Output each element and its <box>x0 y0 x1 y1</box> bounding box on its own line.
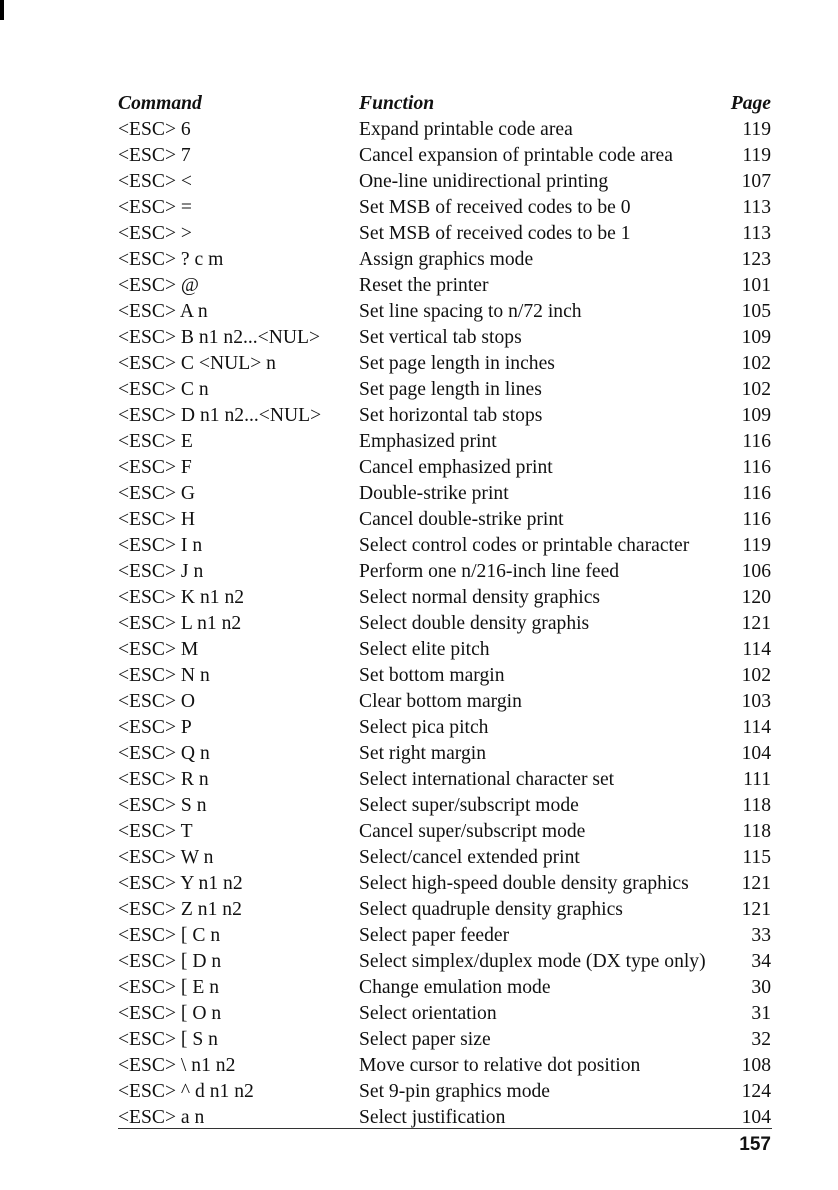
page-cell: 103 <box>741 691 771 712</box>
function-cell: Select quadruple density graphics <box>359 899 623 920</box>
page-cell: 116 <box>742 431 771 452</box>
function-cell: Perform one n/216-inch line feed <box>359 561 620 582</box>
page-cell: 111 <box>743 769 771 790</box>
header-function: Function <box>359 93 435 114</box>
table-row <box>118 507 771 533</box>
command-cell: <ESC> G <box>118 483 196 504</box>
function-cell: One-line unidirectional printing <box>359 171 609 192</box>
table-row <box>118 351 771 377</box>
function-cell: Set horizontal tab stops <box>359 405 543 426</box>
table-row <box>118 923 771 949</box>
function-cell: Double-strike print <box>359 483 509 504</box>
page-cell: 106 <box>741 561 771 582</box>
page-cell: 113 <box>742 223 771 244</box>
function-cell: Set MSB of received codes to be 0 <box>359 197 631 218</box>
page-cell: 123 <box>741 249 771 270</box>
command-cell: <ESC> = <box>118 197 192 218</box>
function-cell: Cancel emphasized print <box>359 457 553 478</box>
command-cell: <ESC> O <box>118 691 196 712</box>
page-cell: 116 <box>742 483 771 504</box>
command-cell: <ESC> S n <box>118 795 207 816</box>
function-cell: Set line spacing to n/72 inch <box>359 301 582 322</box>
page-cell: 107 <box>741 171 771 192</box>
table-row <box>118 559 771 585</box>
page-cell: 116 <box>742 509 771 530</box>
table-row <box>118 221 771 247</box>
table-row <box>118 793 771 819</box>
page-cell: 119 <box>742 145 771 166</box>
table-row <box>118 117 771 143</box>
function-cell: Set bottom margin <box>359 665 505 686</box>
page-cell: 115 <box>742 847 771 868</box>
table-row <box>118 767 771 793</box>
function-cell: Select simplex/duplex mode (DX type only) <box>359 951 706 972</box>
command-cell: <ESC> > <box>118 223 192 244</box>
command-cell: <ESC> < <box>118 171 192 192</box>
table-row <box>118 273 771 299</box>
table-row <box>118 455 771 481</box>
page-cell: 102 <box>741 379 771 400</box>
page-cell: 102 <box>741 665 771 686</box>
page-cell: 114 <box>742 639 771 660</box>
header-page: Page <box>730 93 771 114</box>
table-row <box>118 533 771 559</box>
function-cell: Set vertical tab stops <box>359 327 522 348</box>
page-cell: 119 <box>742 535 771 556</box>
function-cell: Select double density graphis <box>359 613 590 634</box>
table-row <box>118 585 771 611</box>
table-row <box>118 377 771 403</box>
command-cell: <ESC> H <box>118 509 196 530</box>
function-cell: Reset the printer <box>359 275 489 296</box>
page-cell: 101 <box>741 275 771 296</box>
table-row <box>118 663 771 689</box>
function-cell: Set page length in lines <box>359 379 542 400</box>
page-cell: 118 <box>742 795 771 816</box>
page-cell: 120 <box>741 587 771 608</box>
table-row <box>118 403 771 429</box>
function-cell: Select paper feeder <box>359 925 510 946</box>
page-cell: 116 <box>742 457 771 478</box>
command-cell: <ESC> ? c m <box>118 249 224 270</box>
function-cell: Set right margin <box>359 743 486 764</box>
function-cell: Set 9-pin graphics mode <box>359 1081 551 1102</box>
command-cell: <ESC> E <box>118 431 193 452</box>
page-number: 157 <box>739 1134 771 1155</box>
command-cell: <ESC> K n1 n2 <box>118 587 245 608</box>
function-cell: Select super/subscript mode <box>359 795 579 816</box>
command-cell: <ESC> [ O n <box>118 1003 222 1024</box>
function-cell: Cancel expansion of printable code area <box>359 145 673 166</box>
table-body <box>118 117 771 1131</box>
command-cell: <ESC> a n <box>118 1107 205 1128</box>
function-cell: Select normal density graphics <box>359 587 601 608</box>
command-cell: <ESC> Y n1 n2 <box>118 873 243 894</box>
header-command: Command <box>118 93 202 114</box>
page-cell: 108 <box>741 1055 771 1076</box>
page-cell: 30 <box>751 977 771 998</box>
page-cell: 102 <box>741 353 771 374</box>
page-cell: 118 <box>742 821 771 842</box>
command-cell: <ESC> L n1 n2 <box>118 613 242 634</box>
command-cell: <ESC> Q n <box>118 743 210 764</box>
page-cell: 104 <box>741 1107 771 1128</box>
table-row <box>118 949 771 975</box>
function-cell: Select pica pitch <box>359 717 489 738</box>
command-cell: <ESC> @ <box>118 275 199 296</box>
table-row <box>118 481 771 507</box>
table-row <box>118 299 771 325</box>
table-row <box>118 1079 771 1105</box>
footer-rule <box>118 1128 772 1129</box>
page-cell: 32 <box>751 1029 771 1050</box>
page-cell: 124 <box>741 1081 771 1102</box>
command-cell: <ESC> B n1 n2...<NUL> <box>118 327 321 348</box>
table-row <box>118 1027 771 1053</box>
function-cell: Select/cancel extended print <box>359 847 580 868</box>
command-cell: <ESC> M <box>118 639 199 660</box>
command-cell: <ESC> J n <box>118 561 204 582</box>
table-row <box>118 1001 771 1027</box>
command-cell: <ESC> C <NUL> n <box>118 353 276 374</box>
page-cell: 121 <box>741 899 771 920</box>
command-cell: <ESC> [ D n <box>118 951 222 972</box>
function-cell: Select international character set <box>359 769 615 790</box>
function-cell: Select elite pitch <box>359 639 490 660</box>
page-cell: 33 <box>751 925 771 946</box>
command-cell: <ESC> [ E n <box>118 977 220 998</box>
table-row <box>118 897 771 923</box>
page-cell: 105 <box>741 301 771 322</box>
command-cell: <ESC> R n <box>118 769 209 790</box>
command-cell: <ESC> \ n1 n2 <box>118 1055 236 1076</box>
command-cell: <ESC> [ C n <box>118 925 221 946</box>
table-row <box>118 195 771 221</box>
table-row <box>118 143 771 169</box>
function-cell: Select paper size <box>359 1029 491 1050</box>
function-cell: Change emulation mode <box>359 977 551 998</box>
page-cell: 121 <box>741 613 771 634</box>
command-cell: <ESC> 6 <box>118 119 191 140</box>
table-row <box>118 637 771 663</box>
function-cell: Emphasized print <box>359 431 497 452</box>
command-cell: <ESC> 7 <box>118 145 191 166</box>
page-cell: 34 <box>751 951 771 972</box>
command-cell: <ESC> A n <box>118 301 208 322</box>
page-cell: 113 <box>742 197 771 218</box>
command-cell: <ESC> D n1 n2...<NUL> <box>118 405 322 426</box>
table-row <box>118 871 771 897</box>
function-cell: Move cursor to relative dot position <box>359 1055 641 1076</box>
table-row <box>118 819 771 845</box>
command-table <box>118 91 771 1131</box>
table-row <box>118 325 771 351</box>
command-cell: <ESC> W n <box>118 847 214 868</box>
command-cell: <ESC> ^ d n1 n2 <box>118 1081 254 1102</box>
page-cell: 119 <box>742 119 771 140</box>
command-cell: <ESC> Z n1 n2 <box>118 899 242 920</box>
table-row <box>118 169 771 195</box>
function-cell: Cancel double-strike print <box>359 509 564 530</box>
function-cell: Clear bottom margin <box>359 691 522 712</box>
page-cell: 109 <box>741 327 771 348</box>
function-cell: Set MSB of received codes to be 1 <box>359 223 631 244</box>
table-row <box>118 429 771 455</box>
command-cell: <ESC> C n <box>118 379 209 400</box>
function-cell: Select justification <box>359 1107 506 1128</box>
table-row <box>118 975 771 1001</box>
page-edge-mark <box>0 0 4 20</box>
command-cell: <ESC> T <box>118 821 193 842</box>
table-row <box>118 689 771 715</box>
page-cell: 109 <box>741 405 771 426</box>
command-cell: <ESC> N n <box>118 665 210 686</box>
function-cell: Set page length in inches <box>359 353 555 374</box>
table-row <box>118 1053 771 1079</box>
function-cell: Expand printable code area <box>359 119 573 140</box>
function-cell: Cancel super/subscript mode <box>359 821 586 842</box>
function-cell: Select control codes or printable character <box>359 535 690 556</box>
function-cell: Assign graphics mode <box>359 249 534 270</box>
command-cell: <ESC> P <box>118 717 192 738</box>
page-cell: 121 <box>741 873 771 894</box>
page-cell: 114 <box>742 717 771 738</box>
table-row <box>118 741 771 767</box>
table-row <box>118 247 771 273</box>
table-header <box>118 91 771 117</box>
page-cell: 104 <box>741 743 771 764</box>
command-cell: <ESC> [ S n <box>118 1029 218 1050</box>
command-cell: <ESC> F <box>118 457 192 478</box>
table-row <box>118 611 771 637</box>
page-cell: 31 <box>751 1003 771 1024</box>
function-cell: Select orientation <box>359 1003 497 1024</box>
function-cell: Select high-speed double density graphics <box>359 873 689 894</box>
table-row <box>118 715 771 741</box>
command-cell: <ESC> I n <box>118 535 203 556</box>
table-row <box>118 845 771 871</box>
